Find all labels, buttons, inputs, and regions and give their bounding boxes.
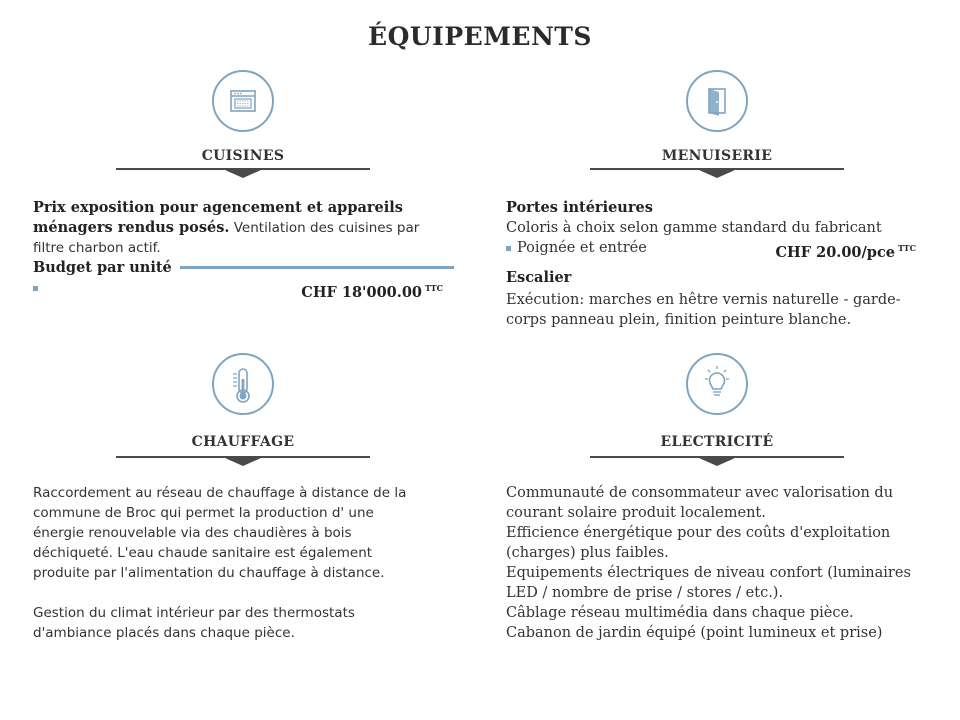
- electricite-line1: Communauté de consommateur avec valorisation du courant solaire produit localement.: [506, 485, 894, 521]
- escalier-title: Escalier: [506, 269, 572, 286]
- electricite-line3: Equipements électriques de niveau confort (luminaires LED / nombre de prise / stores / etc.).: [506, 565, 911, 601]
- door-icon: [686, 70, 748, 132]
- section-heading-cuisines: CUISINES: [201, 148, 285, 164]
- electricite-line5: Cabanon de jardin équipé (point lumineux et prise): [506, 625, 883, 641]
- cuisines-price-ttc: TTC: [425, 283, 443, 293]
- section-heading-electricite: ELECTRICITÉ: [660, 434, 774, 450]
- section-heading-chauffage: CHAUFFAGE: [191, 434, 295, 450]
- bullet-marker: [33, 286, 38, 291]
- portes-title: Portes intérieures: [506, 199, 653, 216]
- page-title: ÉQUIPEMENTS: [368, 22, 592, 51]
- cuisines-price: CHF 18'000.00: [301, 283, 422, 301]
- section-rule-electricite: [590, 456, 844, 458]
- chauffage-para2: Gestion du climat intérieur par des thermostats d'ambiance placés dans chaque pièce.: [33, 605, 355, 641]
- oven-icon: [212, 70, 274, 132]
- lightbulb-icon: [686, 353, 748, 415]
- portes-text: Coloris à choix selon gamme standard du fabricant: [506, 220, 882, 236]
- section-rule-menuiserie: [590, 168, 844, 170]
- poignee-price-ttc: TTC: [898, 243, 916, 253]
- section-rule-cuisines: [116, 168, 370, 170]
- section-heading-menuiserie: MENUISERIE: [661, 148, 773, 164]
- poignee-row: [506, 238, 916, 261]
- cuisines-description: [33, 198, 453, 258]
- cuisines-budget-label: Budget par unité: [33, 259, 172, 276]
- electricite-line2: Efficience énergétique pour des coûts d'exploitation (charges) plus faibles.: [506, 525, 891, 561]
- electricite-line4: Câblage réseau multimédia dans chaque pièce.: [506, 605, 854, 621]
- section-rule-chauffage: [116, 456, 370, 458]
- chauffage-para1: Raccordement au réseau de chauffage à distance de la commune de Broc qui permet la production d' une énergie renouvelable via des chaudières à bois déchiqueté. L'eau chaude sanitaire est également produite par l'alimentation du chauffage à distance.: [33, 485, 407, 581]
- cuisines-intro-rest: Ventilation des cuisines par filtre charbon actif.: [33, 220, 420, 256]
- electricite-description: [506, 483, 926, 643]
- budget-divider: [180, 266, 454, 269]
- poignee-label: Poignée et entrée: [517, 240, 647, 256]
- escalier-text: Exécution: marches en hêtre vernis naturelle - garde-corps panneau plein, finition peinture blanche.: [506, 292, 901, 328]
- poignee-price: CHF 20.00/pce: [775, 243, 895, 261]
- cuisines-price-row: [33, 278, 443, 301]
- thermometer-icon: [212, 353, 274, 415]
- cuisines-intro-bold: Prix exposition pour agencement et appareils ménagers rendus posés.: [33, 199, 403, 236]
- bullet-marker: [506, 246, 511, 251]
